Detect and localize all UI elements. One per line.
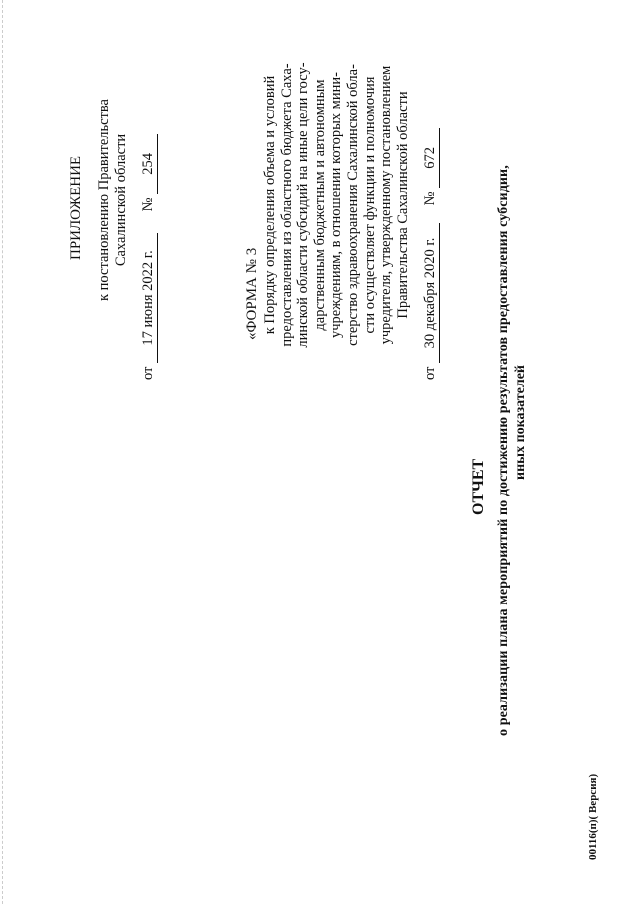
form-line: учреждениям, в отношении которых мини- [328, 72, 345, 338]
form-title: «ФОРМА № 3 [244, 247, 260, 340]
form-line: линской области субсидий на иные цели госу- [295, 62, 312, 348]
form-date-line [422, 128, 440, 380]
form-number: 672 [422, 128, 440, 188]
form-line: стерство здравоохранения Сахалинской обла- [344, 64, 361, 346]
report-title: ОТЧЕТ [470, 458, 487, 515]
form-line: предоставления из областного бюджета Саха- [278, 63, 295, 347]
from-label: от [422, 366, 438, 380]
form-line: дарственным бюджетным и автономным [311, 79, 328, 331]
report-subtitle-line1: о реализации плана мероприятий по достижению результатов предоставления субсидии, [496, 165, 511, 736]
number-label: № [140, 197, 156, 212]
form-date: 30 декабря 2020 г. [422, 223, 440, 363]
from-label: от [140, 366, 156, 380]
version-code: 00116(п)( Версия) [587, 773, 599, 860]
appendix-line2: Сахалинской области [113, 133, 129, 267]
form-line: к Порядку определения объема и условий [262, 75, 278, 335]
appendix-date: 17 июня 2022 г. [140, 233, 158, 363]
report-subtitle-line2: иных показателей [513, 365, 528, 480]
form-line: сти осуществляет функции и полномочия [361, 76, 378, 334]
appendix-line1: к постановлению Правительства [96, 99, 112, 301]
appendix-date-line [140, 134, 158, 380]
appendix-number: 254 [140, 134, 158, 194]
form-line: учредителя, утвержденному постановлением [378, 65, 395, 345]
number-label: № [422, 191, 438, 206]
form-line: Правительства Сахалинской области [394, 91, 411, 319]
scan-edge [2, 0, 3, 904]
appendix-title: ПРИЛОЖЕНИЕ [68, 155, 84, 260]
form-description [262, 55, 411, 355]
